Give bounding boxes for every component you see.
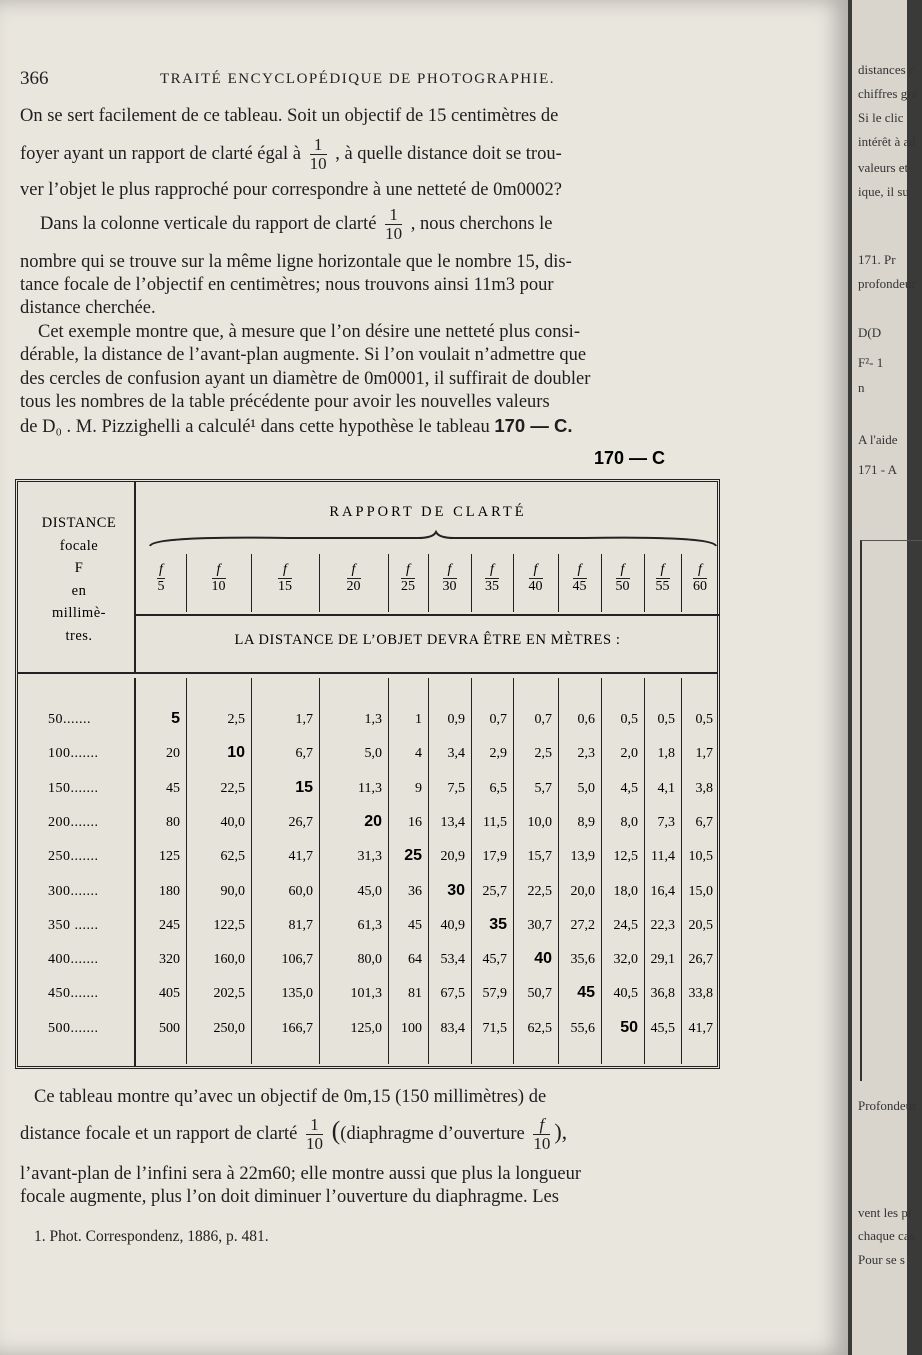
ratio-fraction <box>443 562 457 595</box>
row-label: 50....... <box>48 712 91 727</box>
fraction-denominator: 35 <box>485 579 499 594</box>
adjacent-text-fragment: 171 - A <box>858 462 897 477</box>
fraction-numerator: f <box>278 562 292 579</box>
data-table <box>15 479 720 1069</box>
table-cell: 45 <box>166 780 180 796</box>
paragraph-4-line-3: l’avant-plan de l’infini sera à 22m60; elle montre aussi que plus la longueur <box>20 1164 582 1184</box>
table-cell: 4 <box>415 746 422 762</box>
fraction-numerator: f <box>573 562 587 579</box>
table-cell: 41,7 <box>688 1020 713 1036</box>
table-cell: 11,4 <box>651 849 675 865</box>
table-cell: 5,7 <box>534 780 552 796</box>
table-cell: 250,0 <box>213 1020 245 1036</box>
fraction-denominator: 5 <box>157 579 165 594</box>
table-cell: 106,7 <box>281 952 313 968</box>
ratio-cell <box>513 554 559 612</box>
table-cell: 40,0 <box>220 814 245 830</box>
ratio-cell <box>251 554 320 612</box>
paragraph-1 <box>20 104 728 128</box>
row-label: 200....... <box>48 814 99 830</box>
table-cell: 30 <box>447 881 465 899</box>
paragraph-4-line-4: focale augmente, plus l’on doit diminuer l’ouverture du diaphragme. Les <box>20 1187 559 1207</box>
table-cell: 27,2 <box>570 917 595 933</box>
table-cell: 10,5 <box>688 849 713 865</box>
table-cell: 6,7 <box>295 746 313 762</box>
table-cell: 7,5 <box>447 780 465 796</box>
table-cell: 0,7 <box>534 712 552 727</box>
table-cell: 64 <box>408 952 422 968</box>
table-cell: 20,0 <box>570 883 595 899</box>
row-label: 450....... <box>48 986 99 1002</box>
table-cell: 15,7 <box>527 849 552 865</box>
fraction-numerator: f <box>656 562 670 579</box>
table-cell: 61,3 <box>357 917 382 933</box>
adjacent-text-fragment: D(D <box>858 325 882 340</box>
paragraph-3-line-1: Cet exemple montre que, à mesure que l’on désire une netteté plus consi- <box>38 322 580 342</box>
text-span: distance focale et un rapport de clarté <box>20 1123 298 1144</box>
text-span: (diaphragme d’ouverture <box>340 1123 525 1144</box>
table-cell: 10 <box>227 744 245 762</box>
table-cell: 101,3 <box>350 986 382 1002</box>
fraction-denominator: 20 <box>346 579 361 594</box>
table-cell: 31,3 <box>357 849 382 865</box>
table-cell: 1,7 <box>295 712 313 727</box>
object-distance-caption: LA DISTANCE DE L’OBJET DEVRA ÊTRE EN MÈTRES : <box>234 632 621 648</box>
ratio-cell <box>644 554 682 612</box>
paragraph-3-line-5 <box>20 414 728 439</box>
table-cell: 125,0 <box>350 1020 382 1036</box>
table-cell: 81,7 <box>288 917 313 933</box>
text-span: , nous cherchons le <box>410 213 553 234</box>
table-cell: 0,9 <box>447 712 465 727</box>
ratio-fraction <box>485 562 499 595</box>
table-cell: 7,3 <box>657 814 675 830</box>
table-cell: 0,5 <box>657 712 675 727</box>
table-label: 170 — C <box>594 448 666 468</box>
table-cell: 1,3 <box>364 712 382 727</box>
header-separator <box>18 672 717 674</box>
ratio-cell <box>186 554 252 612</box>
left-header-line: F <box>74 560 84 576</box>
table-cell: 33,8 <box>688 986 713 1002</box>
adjacent-text-fragment: chiffres gra <box>858 86 918 101</box>
table-cell: 25,7 <box>482 883 507 899</box>
paragraph-1-line-3: ver l’objet le plus rapproché pour correspondre à une netteté de 0m0002? <box>20 180 562 200</box>
table-cell: 29,1 <box>650 952 675 968</box>
adjacent-text-fragment: 171. Pr <box>858 252 896 267</box>
table-cell: 40 <box>534 950 552 968</box>
adjacent-page-edge <box>852 0 918 1355</box>
table-cell: 6,7 <box>695 814 713 830</box>
ratio-fractions-row <box>136 554 719 616</box>
adjacent-figure <box>860 540 922 1081</box>
text-span: Dans la colonne verticale du rapport de clarté <box>40 213 377 234</box>
left-header <box>20 512 138 647</box>
table-cell: 100 <box>401 1020 422 1036</box>
table-cell: 3,8 <box>695 780 713 796</box>
table-cell: 62,5 <box>527 1020 552 1036</box>
table-cell: 20 <box>166 746 180 762</box>
row-label: 250....... <box>48 849 99 865</box>
table-cell: 5,0 <box>364 746 382 762</box>
fraction-numerator: f <box>212 562 226 579</box>
table-cell: 55,6 <box>570 1020 595 1036</box>
ratio-fraction <box>347 562 361 595</box>
table-cell: 22,3 <box>650 917 675 933</box>
fraction-denominator: 10 <box>533 1134 551 1153</box>
adjacent-text-fragment: n <box>858 380 865 395</box>
table-cell: 17,9 <box>482 849 507 865</box>
table-cell: 11,5 <box>483 814 507 830</box>
table-cell: 13,9 <box>570 849 595 865</box>
table-cell: 81 <box>408 986 422 1002</box>
table-cell: 122,5 <box>213 917 245 933</box>
column-rule <box>601 678 602 1064</box>
close-paren: ), <box>554 1118 568 1144</box>
left-header-line: DISTANCE <box>41 515 117 531</box>
fraction-one-tenth <box>306 1116 323 1153</box>
paragraph-3-line-3: des cercles de confusion ayant un diamètre de 0m0001, il suffirait de doubler <box>20 369 591 389</box>
column-rule <box>428 678 429 1064</box>
table-cell: 10,0 <box>527 814 552 830</box>
fraction-denominator: 10 <box>385 224 403 243</box>
row-label: 500....... <box>48 1020 99 1036</box>
table-cell: 62,5 <box>220 849 245 865</box>
table-cell: 67,5 <box>440 986 465 1002</box>
ratio-fraction <box>212 562 226 595</box>
paragraph-4-line-1: Ce tableau montre qu’avec un objectif de 0m,15 (150 millimètres) de <box>34 1087 547 1107</box>
text-span: foyer ayant un rapport de clarté égal à <box>20 143 301 164</box>
table-cell: 16 <box>408 814 422 830</box>
table-cell: 0,5 <box>695 712 713 727</box>
open-paren: ( <box>331 1115 341 1145</box>
column-rule <box>681 678 682 1064</box>
table-cell: 9 <box>415 780 422 796</box>
fraction-one-tenth <box>385 206 402 243</box>
fraction-numerator: f <box>347 562 361 579</box>
ratio-cell <box>136 554 187 612</box>
fraction-denominator: 15 <box>278 579 292 594</box>
table-cell: 1,7 <box>695 746 713 762</box>
ratio-fraction <box>656 562 670 595</box>
fraction-numerator: f <box>443 562 457 579</box>
left-header-line: tres. <box>65 627 93 644</box>
column-rule <box>471 678 472 1064</box>
column-rule <box>251 678 252 1064</box>
table-cell: 45,7 <box>482 952 507 968</box>
table-cell: 6,5 <box>489 780 507 796</box>
table-cell: 35 <box>489 915 507 933</box>
ratio-fraction <box>401 562 415 595</box>
table-cell: 245 <box>159 917 180 933</box>
table-cell: 160,0 <box>213 952 245 968</box>
ratio-fraction <box>278 562 292 595</box>
fraction-numerator: 1 <box>306 1116 323 1135</box>
left-header-line: focale <box>59 537 99 554</box>
paragraph-2-line-2: nombre qui se trouve sur la même ligne horizontale que le nombre 15, dis- <box>20 252 572 272</box>
fraction-numerator: f <box>401 562 415 579</box>
table-cell: 50,7 <box>527 986 552 1002</box>
table-cell: 2,5 <box>534 746 552 762</box>
column-rule <box>319 678 320 1064</box>
table-cell: 45,5 <box>650 1020 675 1036</box>
ratio-fraction <box>573 562 587 595</box>
adjacent-text-fragment: Si le clic <box>858 110 904 125</box>
table-cell: 8,0 <box>620 814 638 830</box>
row-label: 150....... <box>48 780 99 796</box>
table-cell: 1,8 <box>657 746 675 762</box>
running-title: TRAITÉ ENCYCLOPÉDIQUE DE PHOTOGRAPHIE. <box>160 71 556 87</box>
fraction-denominator: 10 <box>211 579 226 594</box>
fraction-denominator: 50 <box>615 579 630 594</box>
page-header <box>20 68 726 92</box>
paragraph-2-line-1 <box>20 206 728 243</box>
fraction-denominator: 25 <box>401 579 415 594</box>
ratio-fraction <box>529 562 543 595</box>
adjacent-text-fragment: F²- 1 <box>858 355 884 370</box>
table-cell: 24,5 <box>613 917 638 933</box>
table-cell: 22,5 <box>527 883 552 899</box>
table-cell: 16,4 <box>650 883 675 899</box>
column-rule <box>388 678 389 1064</box>
table-cell: 20 <box>364 812 382 830</box>
ratio-cell <box>681 554 719 612</box>
column-rule <box>558 678 559 1064</box>
table-cell: 45 <box>408 917 422 933</box>
ratio-header-title: RAPPORT DE CLARTÉ <box>329 504 527 520</box>
adjacent-text-fragment: A l'aide <box>858 432 898 447</box>
fraction-denominator: 10 <box>305 1134 323 1153</box>
column-rule <box>186 678 187 1064</box>
table-cell: 32,0 <box>613 952 638 968</box>
table-cell: 135,0 <box>281 986 313 1002</box>
table-cell: 20,5 <box>688 917 713 933</box>
paragraph-3-line-2: dérable, la distance de l’avant-plan augmente. Si l’on voulait n’admettre que <box>20 345 587 365</box>
ratio-cell <box>388 554 429 612</box>
text-span: , à quelle distance doit se trou- <box>335 143 562 164</box>
ratio-cell <box>471 554 514 612</box>
table-cell: 500 <box>159 1020 180 1036</box>
table-cell: 202,5 <box>213 986 245 1002</box>
row-label: 400....... <box>48 952 99 968</box>
table-cell: 2,0 <box>620 746 638 762</box>
row-label-column <box>18 678 136 1066</box>
brace-icon <box>148 532 718 548</box>
adjacent-text-fragment: vent les pl <box>858 1205 912 1220</box>
left-header-line: millimè- <box>52 605 106 621</box>
table-cell: 405 <box>159 986 180 1002</box>
fraction-one-tenth <box>310 136 327 173</box>
fraction-numerator: f <box>533 1116 550 1135</box>
table-cell: 320 <box>159 952 180 968</box>
table-cell: 0,5 <box>620 712 638 727</box>
table-cell: 166,7 <box>281 1020 313 1036</box>
table-cell: 40,9 <box>440 917 465 933</box>
table-cell: 40,5 <box>613 986 638 1002</box>
table-cell: 90,0 <box>220 883 245 899</box>
fraction-numerator: 1 <box>385 206 402 225</box>
adjacent-text-fragment: intérêt à ad <box>858 134 916 149</box>
ratio-fraction <box>616 562 630 595</box>
ratio-cell <box>601 554 645 612</box>
table-cell: 71,5 <box>482 1020 507 1036</box>
table-cell: 2,3 <box>577 746 595 762</box>
paragraph-1-line-2 <box>20 136 728 173</box>
adjacent-text-fragment: distances c <box>858 62 915 77</box>
table-cell: 50 <box>620 1018 638 1036</box>
table-cell: 15,0 <box>688 883 713 899</box>
page-number: 366 <box>20 68 49 89</box>
table-cell: 53,4 <box>440 952 465 968</box>
adjacent-text-fragment: profondeur <box>858 276 916 291</box>
table-cell: 25 <box>404 847 422 865</box>
adjacent-text-fragment: Pour se s <box>858 1252 905 1267</box>
ratio-cell <box>319 554 389 612</box>
table-cell: 18,0 <box>613 883 638 899</box>
table-cell: 35,6 <box>570 952 595 968</box>
adjacent-text-fragment: chaque cas <box>858 1228 915 1243</box>
ratio-cell <box>558 554 602 612</box>
table-cell: 20,9 <box>440 849 465 865</box>
table-cell: 4,1 <box>657 780 675 796</box>
table-cell: 2,5 <box>227 712 245 727</box>
fraction-denominator: 10 <box>309 154 327 173</box>
table-cell: 125 <box>159 849 180 865</box>
table-cell: 83,4 <box>440 1020 465 1036</box>
fraction-denominator: 30 <box>442 579 457 594</box>
table-cell: 5 <box>171 710 180 727</box>
table-cell: 36,8 <box>650 986 675 1002</box>
table-cell: 1 <box>415 712 422 727</box>
table-cell: 26,7 <box>688 952 713 968</box>
fraction-denominator: 45 <box>572 579 587 594</box>
table-cell: 5,0 <box>577 780 595 796</box>
table-cell: 180 <box>159 883 180 899</box>
adjacent-text-fragment: Profondeur <box>858 1098 917 1113</box>
table-cell: 0,6 <box>577 712 595 727</box>
table-cell: 80 <box>166 814 180 830</box>
ratio-fraction <box>157 562 165 595</box>
paragraph-2-line-3: tance focale de l’objectif en centimètres; nous trouvons ainsi 11m3 pour <box>20 275 554 295</box>
row-label: 100....... <box>48 746 99 762</box>
row-label: 300....... <box>48 883 99 899</box>
table-cell: 3,4 <box>447 746 465 762</box>
adjacent-text-fragment: valeurs et <box>858 160 909 175</box>
fraction-numerator: 1 <box>310 136 327 155</box>
column-rule <box>644 678 645 1064</box>
table-cell: 57,9 <box>482 986 507 1002</box>
fraction-numerator: f <box>485 562 499 579</box>
table-cell: 4,5 <box>620 780 638 796</box>
fraction-denominator: 40 <box>528 579 543 594</box>
table-cell: 13,4 <box>440 814 465 830</box>
table-cell: 41,7 <box>288 849 313 865</box>
table-cell: 2,9 <box>489 746 507 762</box>
table-reference: 170 — C. <box>494 415 573 436</box>
table-cell: 11,3 <box>358 780 382 796</box>
table-cell: 12,5 <box>613 849 638 865</box>
ratio-cell <box>428 554 472 612</box>
paragraph-1-line-1: On se sert facilement de ce tableau. Soit un objectif de 15 centimètres de <box>20 106 559 126</box>
fraction-numerator: f <box>529 562 543 579</box>
table-cell: 22,5 <box>220 780 245 796</box>
table-cell: 8,9 <box>577 814 595 830</box>
table-cell: 26,7 <box>288 814 313 830</box>
fraction-numerator: f <box>616 562 630 579</box>
table-cell: 45,0 <box>357 883 382 899</box>
table-cell: 30,7 <box>527 917 552 933</box>
fraction-denominator: 60 <box>693 579 707 594</box>
fraction-denominator: 55 <box>655 579 670 594</box>
table-cell: 0,7 <box>489 712 507 727</box>
fraction-numerator: f <box>693 562 707 579</box>
table-cell: 45 <box>577 984 595 1002</box>
paragraph-3-line-4: tous les nombres de la table précédente pour avoir les nouvelles valeurs <box>20 392 550 412</box>
column-rule <box>513 678 514 1064</box>
fraction-numerator: f <box>159 562 163 577</box>
fraction-f-tenth <box>533 1116 550 1153</box>
ratio-fraction <box>693 562 707 595</box>
paragraph-4-line-2 <box>20 1116 728 1153</box>
footnote: 1. Phot. Correspondenz, 1886, p. 481. <box>34 1228 269 1245</box>
row-label: 350 ...... <box>48 917 99 933</box>
table-cell: 60,0 <box>288 883 313 899</box>
left-header-line: en <box>71 582 87 599</box>
text-span: de D₀ . M. Pizzighelli a calculé¹ dans cette hypothèse le tableau <box>20 417 490 437</box>
table-cell: 80,0 <box>357 952 382 968</box>
table-cell: 36 <box>408 883 422 899</box>
paragraph-2-line-4: distance cherchée. <box>20 298 156 318</box>
adjacent-text-fragment: ique, il su <box>858 184 909 199</box>
table-cell: 15 <box>295 778 313 796</box>
